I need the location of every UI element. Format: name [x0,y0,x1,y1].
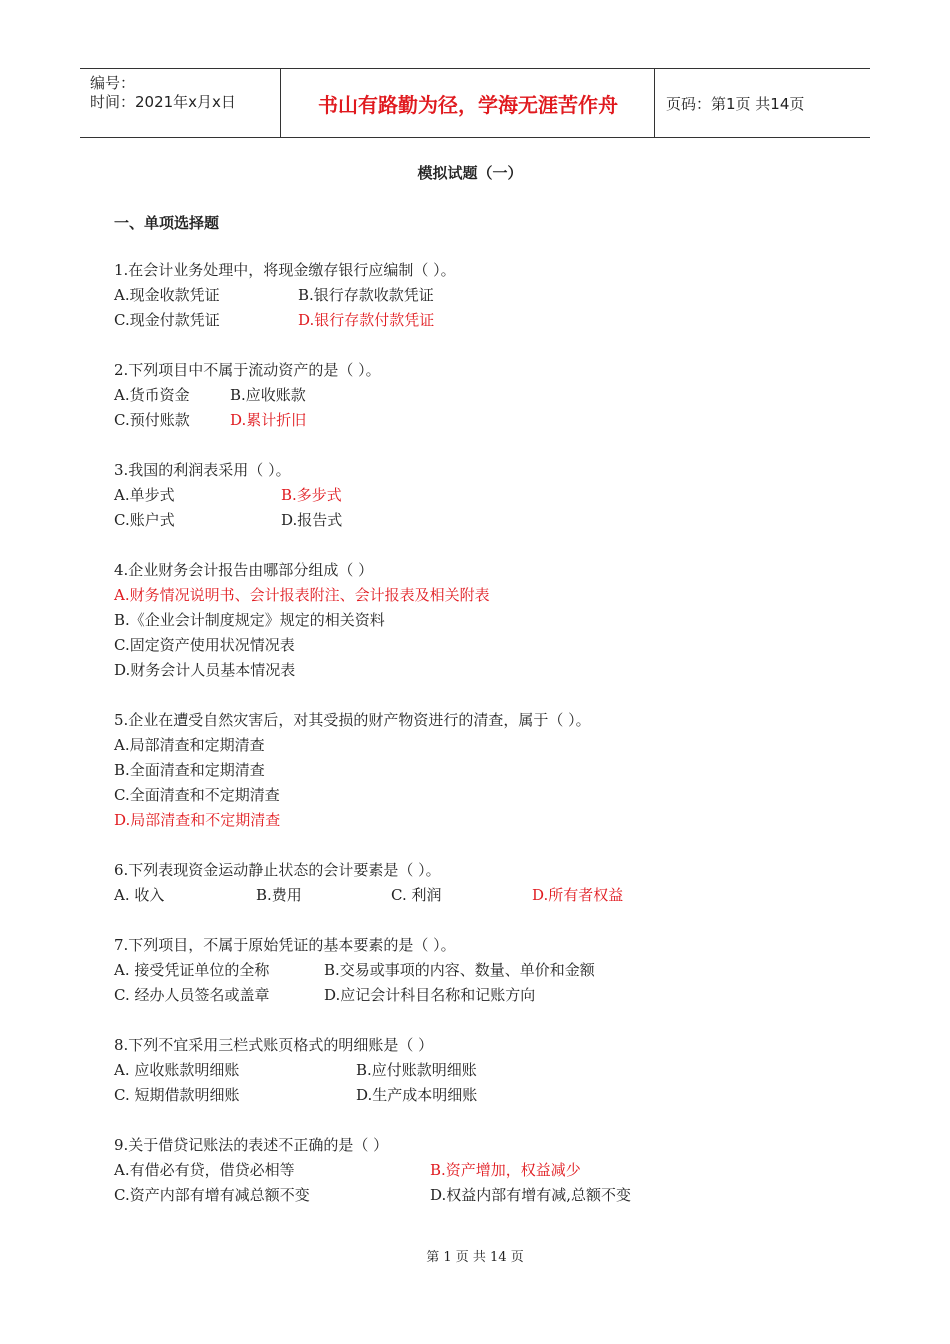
question-8 [114,1033,894,1108]
question-stem: 6.下列表现资金运动静止状态的会计要素是（ ）。 [114,861,441,879]
question-stem: 1.在会计业务处理中，将现金缴存银行应编制（ ）。 [114,261,456,279]
section-heading: 一、单项选择题 [114,214,220,232]
option: B.应付账款明细账 [356,1061,477,1079]
option: D.财务会计人员基本情况表 [114,661,296,679]
option-row [114,608,894,633]
page-info: 页码：第1页 共14页 [666,95,805,113]
answer-option: B.资产增加，权益减少 [430,1161,581,1179]
answer-option: D.累计折旧 [230,411,307,429]
option-row [114,958,894,983]
option: C.预付账款 [114,411,190,429]
option-row [114,983,894,1008]
question-stem: 8.下列不宜采用三栏式账页格式的明细账是（ ） [114,1036,434,1054]
option-row [114,733,894,758]
question-6 [114,858,894,908]
option: A.货币资金 [114,386,190,404]
option: B.银行存款收款凭证 [298,286,434,304]
answer-option: D.银行存款付款凭证 [298,311,435,329]
option: C. 利润 [391,886,442,904]
option: A. 接受凭证单位的全称 [114,961,270,979]
question-stem: 2.下列项目中不属于流动资产的是（ ）。 [114,361,381,379]
option-row [114,583,894,608]
option: A. 应收账款明细账 [114,1061,240,1079]
answer-option: B.多步式 [281,486,342,504]
page-header [80,68,870,138]
option: D.生产成本明细账 [356,1086,478,1104]
question-list [114,258,894,1233]
question-4 [114,558,894,683]
option: B.《企业会计制度规定》规定的相关资料 [114,611,385,629]
question-stem: 3.我国的利润表采用（ ）。 [114,461,291,479]
option: B.费用 [256,886,302,904]
option: C.现金付款凭证 [114,311,220,329]
option-row [114,783,894,808]
option: A.现金收款凭证 [114,286,220,304]
option: C.全面清查和不定期清查 [114,786,280,804]
time-label: 时间：2021年x月x日 [90,93,236,111]
option-row [114,1158,894,1183]
question-7 [114,933,894,1008]
option-row [114,1058,894,1083]
option-row [114,508,894,533]
option: A.局部清查和定期清查 [114,736,265,754]
page-footer: 第 1 页 共 14 页 [426,1250,524,1265]
option-row [114,408,894,433]
question-9 [114,1133,894,1208]
question-stem: 5.企业在遭受自然灾害后，对其受损的财产物资进行的清查，属于（ ）。 [114,711,591,729]
header-motto-cell [282,69,655,137]
answer-option: A.财务情况说明书、会计报表附注、会计报表及相关附表 [114,586,490,604]
question-stem: 7.下列项目，不属于原始凭证的基本要素的是（ ）。 [114,936,456,954]
option-row [114,283,894,308]
option-row [114,308,894,333]
option: B.应收账款 [230,386,306,404]
option: A.有借必有贷，借贷必相等 [114,1161,295,1179]
option: C. 经办人员签名或盖章 [114,986,270,1004]
option: C.账户式 [114,511,175,529]
option: A.单步式 [114,486,175,504]
option: C.固定资产使用状况情况表 [114,636,295,654]
option-row [114,658,894,683]
question-1 [114,258,894,333]
question-2 [114,358,894,433]
option: C. 短期借款明细账 [114,1086,240,1104]
option-row [114,1183,894,1208]
header-page-cell [656,69,870,137]
answer-option: D.局部清查和不定期清查 [114,811,281,829]
option: C.资产内部有增有减总额不变 [114,1186,310,1204]
option: A. 收入 [114,886,165,904]
option: D.应记会计科目名称和记账方向 [324,986,536,1004]
option-row [114,1083,894,1108]
question-stem: 9.关于借贷记账法的表述不正确的是（ ） [114,1136,389,1154]
option-row [114,758,894,783]
motto: 书山有路勤为径，学海无涯苦作舟 [318,93,618,117]
option-row [114,633,894,658]
option: D.报告式 [281,511,343,529]
question-5 [114,708,894,833]
option: B.交易或事项的内容、数量、单价和金额 [324,961,595,979]
question-stem: 4.企业财务会计报告由哪部分组成（ ） [114,561,374,579]
option-row [114,383,894,408]
option: B.全面清查和定期清查 [114,761,265,779]
option-row [114,808,894,833]
option-row [114,483,894,508]
document-title: 模拟试题（一） [417,164,523,182]
answer-option: D.所有者权益 [532,886,624,904]
question-3 [114,458,894,533]
number-label: 编号： [90,74,136,92]
option-row [114,883,894,908]
header-left-cell [80,69,281,137]
option: D.权益内部有增有减,总额不变 [430,1186,632,1204]
